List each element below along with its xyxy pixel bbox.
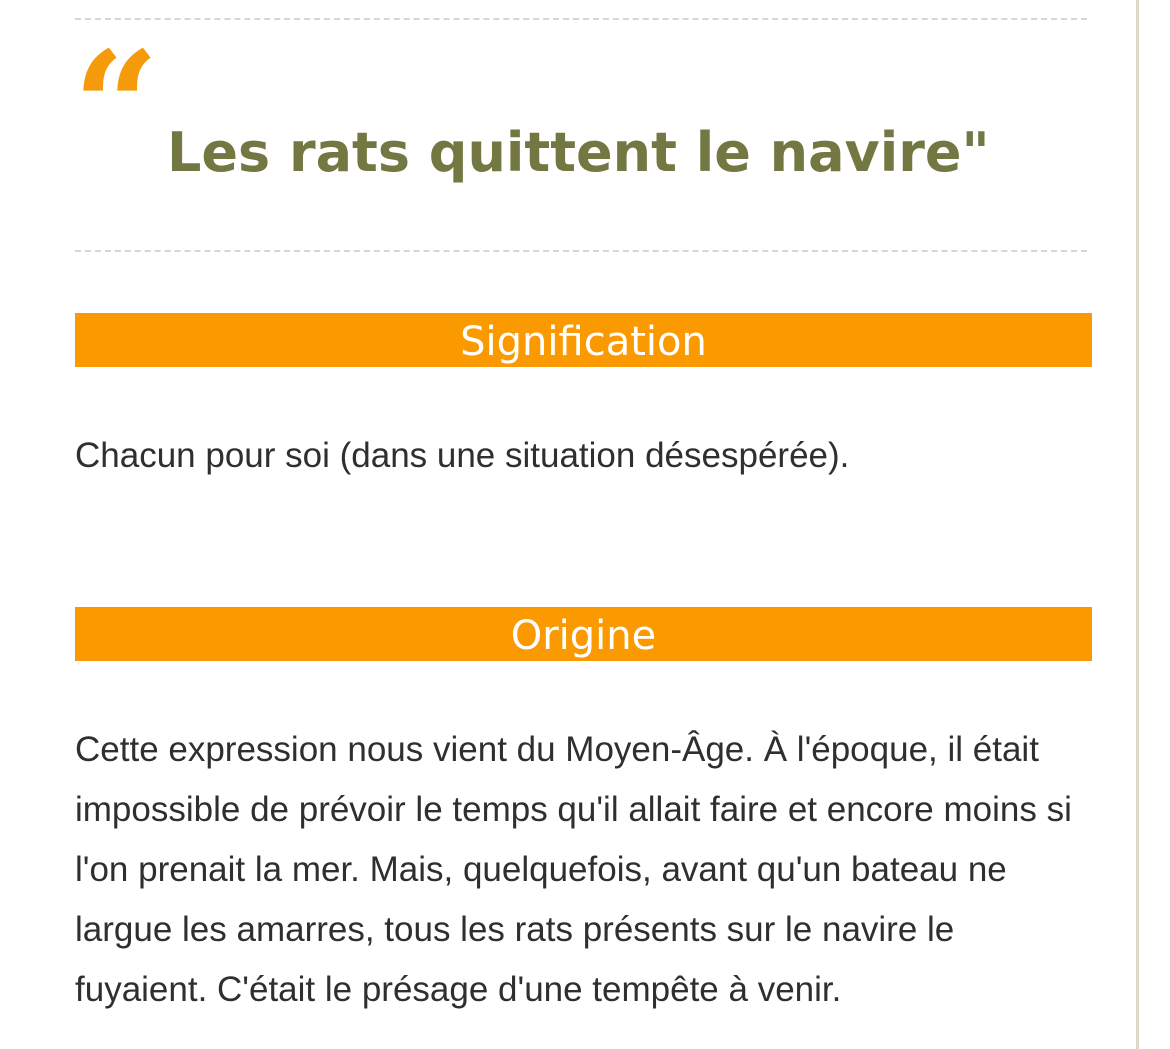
origine-text: Cette expression nous vient du Moyen-Âge. À l'époque, il était impossible de prévoir le temps qu'il allait faire et encore moins si l'on prenait la mer. Mais, quelquefois, avant qu'un bateau ne largue les amarres, tous les rats présents sur le navire le fuyaient. C'était le présage d'une tempête à venir.	[75, 730, 1072, 1009]
divider-below-title	[75, 250, 1087, 252]
open-quote-icon: “	[73, 19, 160, 195]
page-right-border	[1136, 0, 1139, 1049]
section-header-origine: Origine	[75, 607, 1092, 661]
expression-title: Les rats quittent le navire"	[167, 121, 990, 184]
section-header-signification: Signification	[75, 313, 1092, 367]
signification-text: Chacun pour soi (dans une situation désespérée).	[75, 436, 850, 475]
divider-top	[75, 18, 1087, 20]
